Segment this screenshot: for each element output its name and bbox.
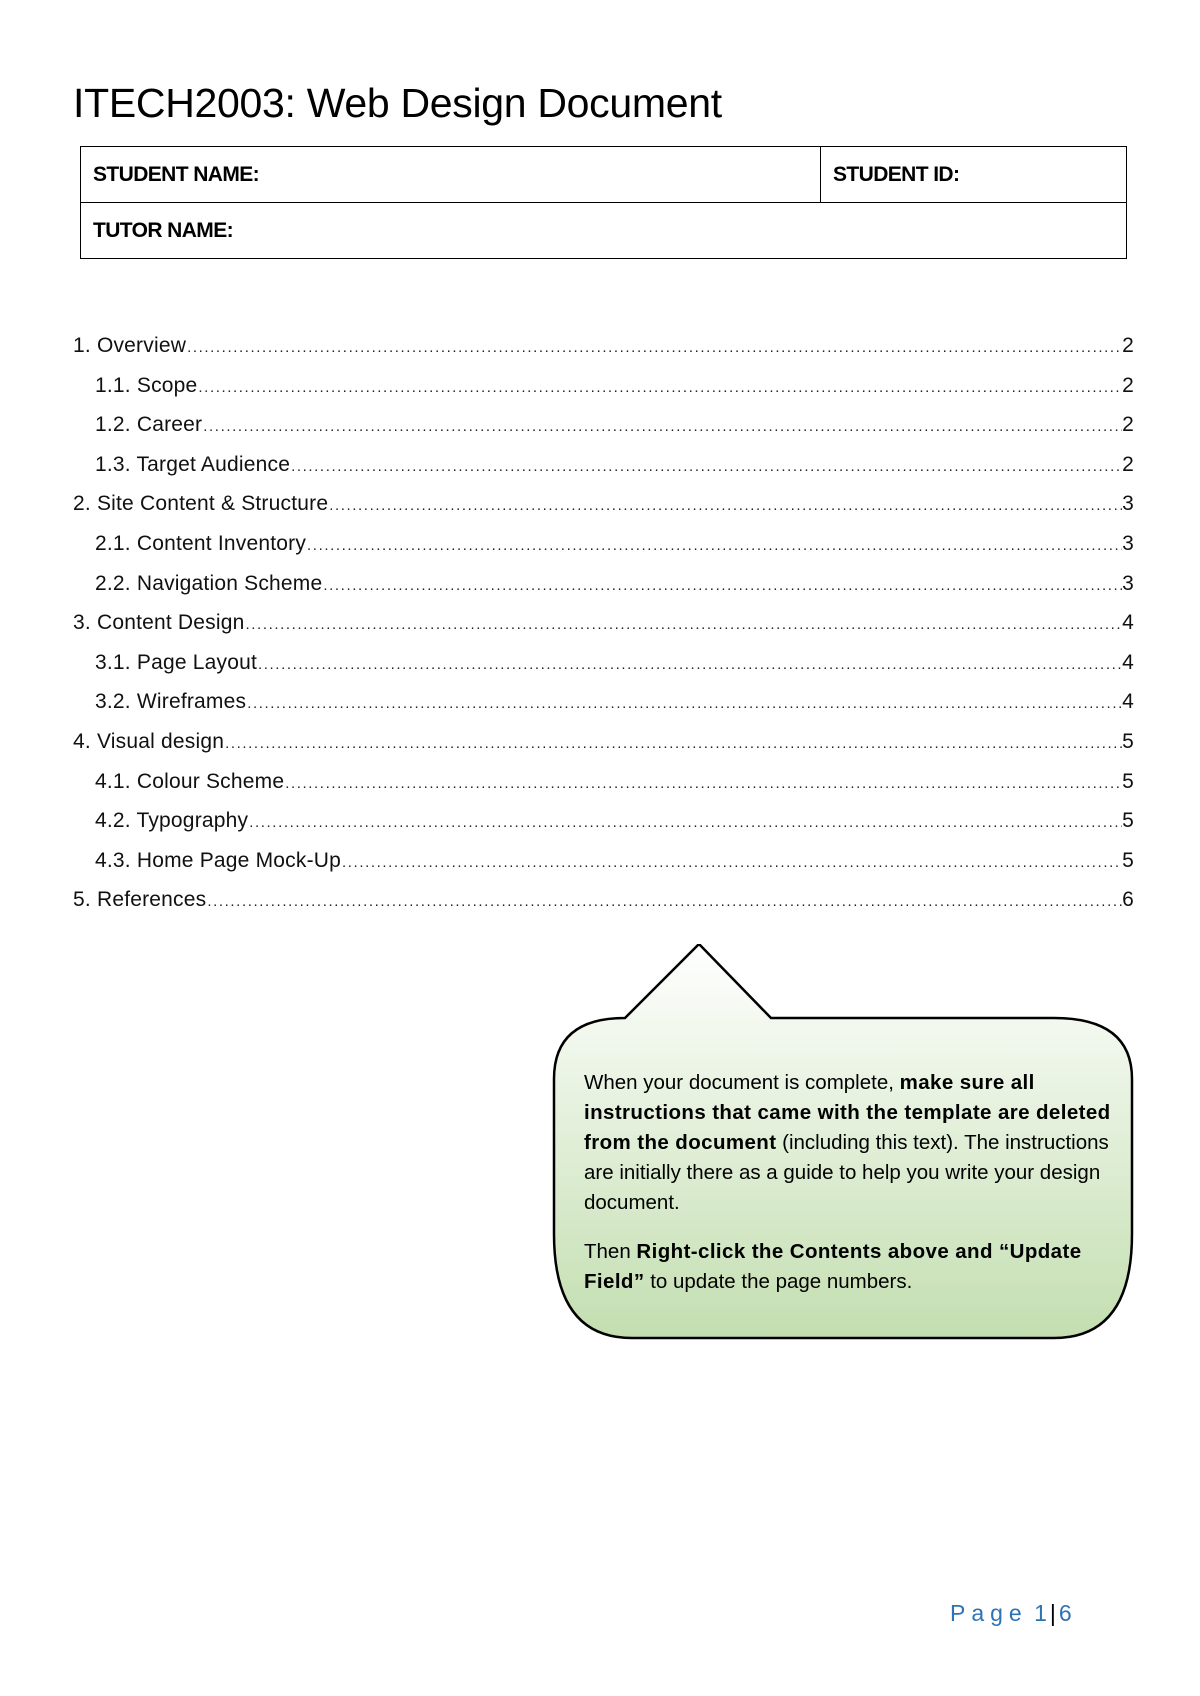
toc-entry-navigation-scheme[interactable] <box>73 572 1134 612</box>
callout-emphasis: Right-click the Contents above and “Update Field” <box>584 1240 1082 1293</box>
callout-emphasis: make sure all instructions that came with the template are deleted from the document <box>584 1071 1111 1154</box>
toc-page-number: 4 <box>1122 650 1134 674</box>
tutor-name-cell[interactable]: TUTOR NAME: <box>81 203 1127 259</box>
toc-entry-label: 2.1. Content Inventory <box>95 531 307 555</box>
toc-entry-content-design[interactable] <box>73 611 1134 651</box>
toc-page-number: 5 <box>1122 729 1134 753</box>
toc-entry-label: 4.2. Typography <box>95 809 249 833</box>
toc-page-number: 3 <box>1122 531 1134 555</box>
toc-page-number: 5 <box>1122 769 1134 793</box>
toc-entry-label: 4.1. Colour Scheme <box>95 769 285 793</box>
toc-entry-colour-scheme[interactable] <box>73 770 1134 810</box>
toc-entry-label: 3.2. Wireframes <box>95 690 247 714</box>
toc-page-number: 2 <box>1122 334 1134 357</box>
toc-page-number: 2 <box>1122 452 1134 476</box>
callout-text-run: (including this text). The instructions are initially there as a guide to help you write your design document. <box>584 1131 1109 1214</box>
toc-entry-label: 4. Visual design <box>73 729 225 753</box>
toc-entry-target-audience[interactable] <box>73 453 1134 493</box>
toc-entry-label: 1. Overview <box>73 334 187 357</box>
toc-page-number: 2 <box>1122 373 1134 397</box>
toc-entry-label: 3. Content Design <box>73 611 245 635</box>
student-id-cell[interactable]: STUDENT ID: <box>821 147 1127 203</box>
toc-entry-wireframes[interactable] <box>73 690 1134 730</box>
toc-dot-leader <box>197 379 1122 396</box>
toc-entry-visual-design[interactable] <box>73 730 1134 770</box>
toc-page-number: 3 <box>1122 492 1134 516</box>
toc-entry-references[interactable] <box>73 888 1134 928</box>
toc-dot-leader <box>306 537 1122 554</box>
callout-paragraph <box>584 1237 1112 1297</box>
toc-page-number: 6 <box>1122 888 1134 912</box>
callout-text-run: When your document is complete, <box>584 1071 900 1094</box>
toc-entry-label: 1.1. Scope <box>95 373 198 397</box>
page-number-footer <box>950 1600 1072 1627</box>
toc-entry-page-layout[interactable] <box>73 651 1134 691</box>
toc-dot-leader <box>290 458 1122 475</box>
toc-entry-label: 5. References <box>73 888 207 912</box>
callout-text-run: Then <box>584 1240 637 1263</box>
toc-dot-leader <box>257 656 1122 673</box>
callout-text-run: to update the page numbers. <box>644 1270 913 1293</box>
toc-dot-leader <box>328 497 1122 514</box>
callout-paragraph <box>584 1068 1112 1218</box>
table-row <box>81 147 1127 203</box>
toc-entry-career[interactable] <box>73 413 1134 453</box>
toc-dot-leader <box>322 577 1122 594</box>
instruction-callout <box>552 944 1136 1344</box>
toc-dot-leader <box>284 775 1122 792</box>
table-of-contents <box>73 334 1134 928</box>
toc-entry-home-page-mock-up[interactable] <box>73 849 1134 889</box>
toc-entry-label: 4.3. Home Page Mock-Up <box>95 848 342 872</box>
toc-entry-typography[interactable] <box>73 809 1134 849</box>
toc-entry-site-content-structure[interactable] <box>73 492 1134 532</box>
total-page-count: 6 <box>1058 1600 1072 1626</box>
toc-page-number: 2 <box>1122 413 1134 437</box>
current-page-number: 1 <box>1034 1600 1047 1626</box>
toc-entry-label: 2. Site Content & Structure <box>73 492 329 516</box>
toc-entry-scope[interactable] <box>73 374 1134 414</box>
toc-entry-overview[interactable] <box>73 334 1134 374</box>
toc-dot-leader <box>206 893 1122 910</box>
page-label: Page <box>950 1600 1028 1626</box>
toc-dot-leader <box>245 616 1123 633</box>
table-row <box>81 203 1127 259</box>
toc-entry-label: 2.2. Navigation Scheme <box>95 571 323 595</box>
toc-page-number: 4 <box>1122 611 1134 635</box>
toc-entry-content-inventory[interactable] <box>73 532 1134 572</box>
toc-page-number: 5 <box>1122 809 1134 833</box>
page-separator: | <box>1049 1600 1056 1626</box>
callout-text <box>584 1068 1112 1316</box>
student-info-table <box>80 146 1127 259</box>
toc-page-number: 5 <box>1122 848 1134 872</box>
student-name-cell[interactable]: STUDENT NAME: <box>81 147 821 203</box>
toc-dot-leader <box>246 695 1122 712</box>
toc-dot-leader <box>224 735 1122 752</box>
document-title: ITECH2003: Web Design Document <box>73 80 722 126</box>
toc-entry-label: 3.1. Page Layout <box>95 650 257 674</box>
toc-dot-leader <box>341 854 1122 871</box>
toc-dot-leader <box>202 418 1122 435</box>
toc-page-number: 3 <box>1122 571 1134 595</box>
toc-page-number: 4 <box>1122 690 1134 714</box>
toc-dot-leader <box>248 814 1122 831</box>
toc-entry-label: 1.2. Career <box>95 413 203 437</box>
toc-dot-leader <box>186 339 1122 356</box>
toc-entry-label: 1.3. Target Audience <box>95 452 291 476</box>
